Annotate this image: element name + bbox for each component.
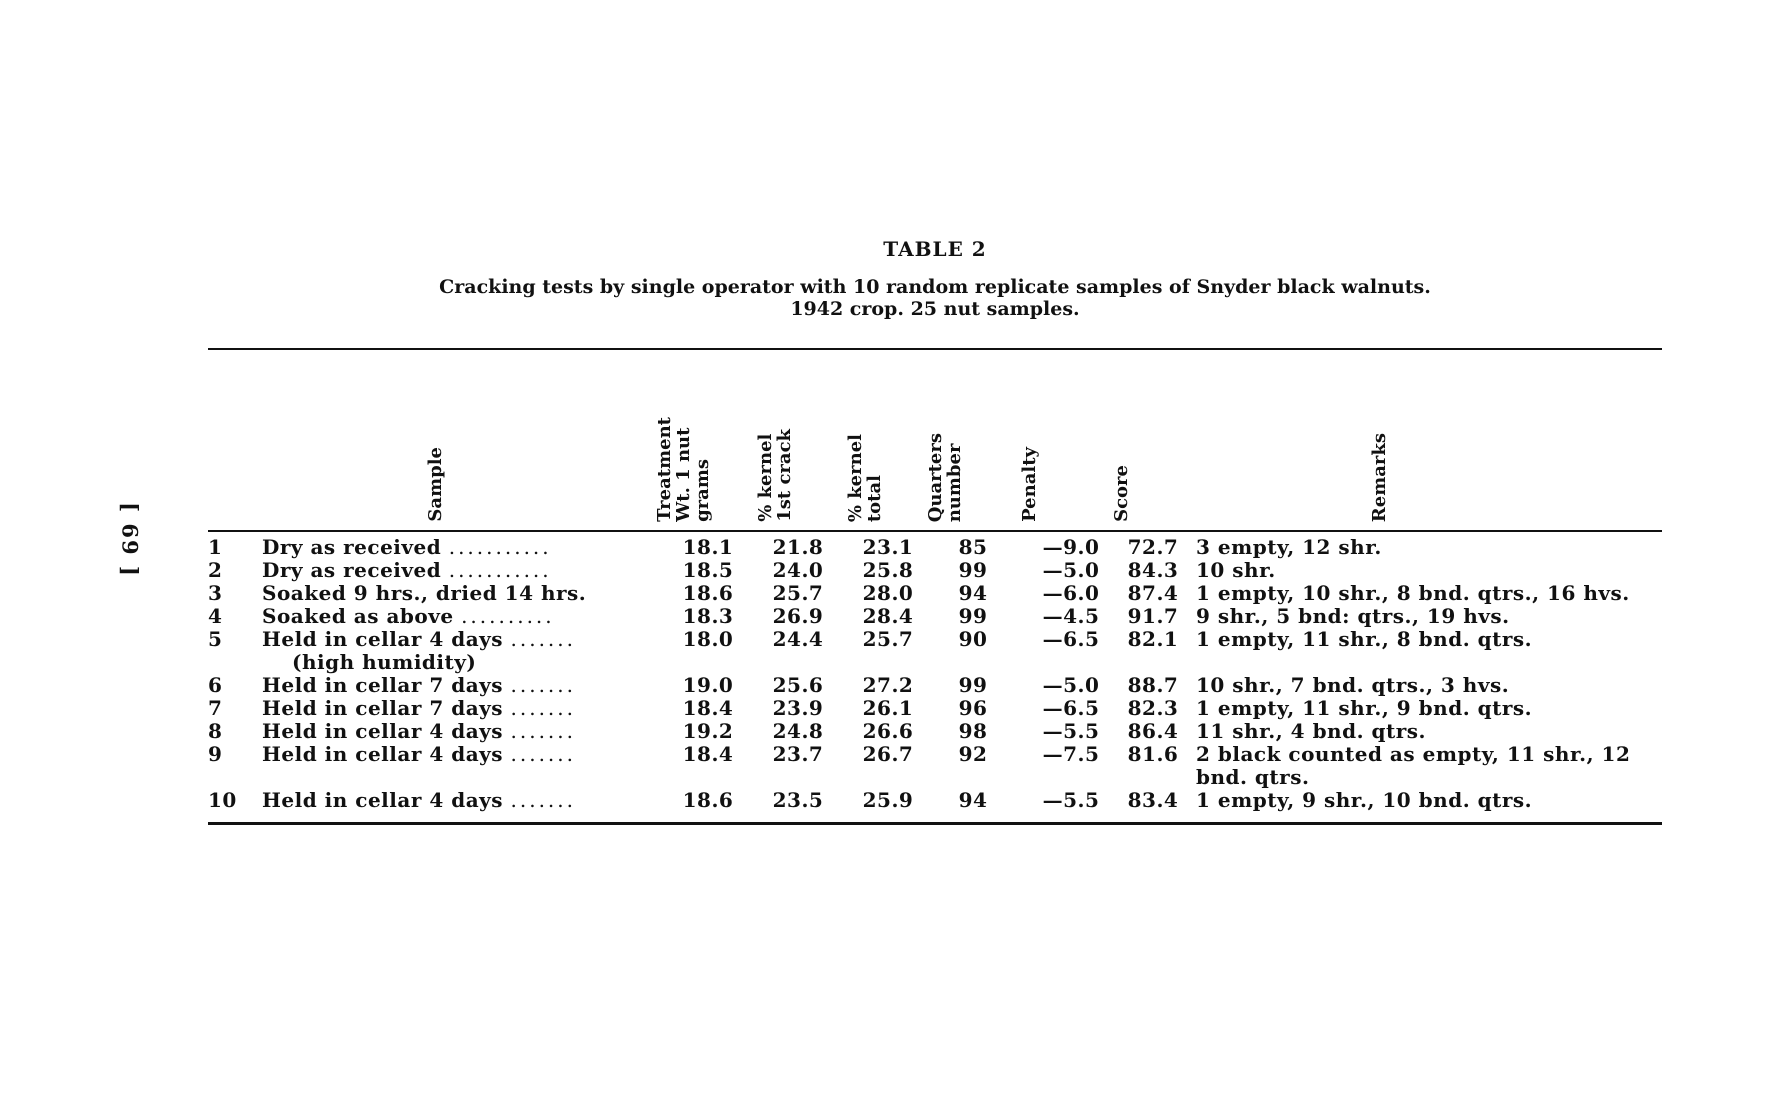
quarters-cell: 92 <box>958 742 988 766</box>
penalty-cell: —4.5 <box>1042 604 1100 628</box>
kernel-total-cell: 25.8 <box>862 558 914 582</box>
score-cell: 88.7 <box>1127 673 1179 697</box>
weight-cell: 19.2 <box>682 719 734 743</box>
penalty-cell: —5.5 <box>1042 719 1100 743</box>
row-number: 1 <box>208 535 223 559</box>
sample-cell: Held in cellar 4 days ....... <box>262 719 577 743</box>
score-cell: 82.3 <box>1127 696 1179 720</box>
kernel-total-cell: 28.4 <box>862 604 914 628</box>
header-rule <box>208 530 1662 532</box>
sample-cell: Dry as received ........... <box>262 558 552 582</box>
quarters-cell: 99 <box>958 604 988 628</box>
remarks-cell: 1 empty, 11 shr., 8 bnd. qtrs. <box>1196 627 1533 651</box>
page-number: [ 69 ] <box>117 502 143 578</box>
sample-cell: Held in cellar 7 days ....... <box>262 673 577 697</box>
row-number: 5 <box>208 627 223 651</box>
quarters-cell: 94 <box>958 581 988 605</box>
kernel-first-crack-cell: 23.9 <box>772 696 824 720</box>
weight-cell: 18.4 <box>682 742 734 766</box>
penalty-cell: —7.5 <box>1042 742 1100 766</box>
kernel-total-cell: 28.0 <box>862 581 914 605</box>
quarters-cell: 99 <box>958 673 988 697</box>
header-score: Score <box>1111 465 1132 522</box>
table-row <box>208 697 1668 720</box>
table-row <box>208 720 1668 743</box>
row-number: 8 <box>208 719 223 743</box>
score-cell: 86.4 <box>1127 719 1179 743</box>
row-number: 4 <box>208 604 223 628</box>
bottom-rule <box>208 822 1662 825</box>
penalty-cell: —9.0 <box>1042 535 1100 559</box>
kernel-first-crack-cell: 26.9 <box>772 604 824 628</box>
remarks-cell: 10 shr. <box>1196 558 1276 582</box>
score-cell: 91.7 <box>1127 604 1179 628</box>
table-row <box>208 605 1668 628</box>
header-kernel-first-crack: % kernel 1st crack <box>755 429 795 522</box>
kernel-first-crack-cell: 24.0 <box>772 558 824 582</box>
sample-cell: Held in cellar 7 days ....... <box>262 696 577 720</box>
weight-cell: 19.0 <box>682 673 734 697</box>
header-penalty: Penalty <box>1019 447 1040 522</box>
penalty-cell: —6.0 <box>1042 581 1100 605</box>
score-cell: 83.4 <box>1127 788 1179 812</box>
header-remarks: Remarks <box>1369 432 1390 522</box>
weight-cell: 18.0 <box>682 627 734 651</box>
table-title: TABLE 2 <box>883 237 987 261</box>
header-sample: Sample <box>425 447 446 522</box>
quarters-cell: 98 <box>958 719 988 743</box>
header-quarters-number: Quarters number <box>925 432 965 522</box>
penalty-cell: —5.5 <box>1042 788 1100 812</box>
header-treatment-weight: Treatment Wt. 1 nut grams <box>654 417 713 522</box>
weight-cell: 18.4 <box>682 696 734 720</box>
penalty-cell: —6.5 <box>1042 696 1100 720</box>
kernel-total-cell: 23.1 <box>862 535 914 559</box>
table-row <box>208 536 1668 559</box>
kernel-total-cell: 27.2 <box>862 673 914 697</box>
kernel-total-cell: 25.7 <box>862 627 914 651</box>
sample-cell: Held in cellar 4 days ....... <box>262 742 577 766</box>
kernel-first-crack-cell: 23.7 <box>772 742 824 766</box>
row-number: 7 <box>208 696 223 720</box>
weight-cell: 18.1 <box>682 535 734 559</box>
table-row <box>208 743 1668 789</box>
sample-cell: Held in cellar 4 days ....... (high humidity) <box>262 628 832 674</box>
table-row <box>208 628 1668 674</box>
table-caption: Cracking tests by single operator with 10 random replicate samples of Snyder black walnuts. 1942 crop. 25 nut samples. <box>439 276 1431 320</box>
kernel-total-cell: 26.7 <box>862 742 914 766</box>
quarters-cell: 94 <box>958 788 988 812</box>
score-cell: 82.1 <box>1127 627 1179 651</box>
quarters-cell: 96 <box>958 696 988 720</box>
score-cell: 84.3 <box>1127 558 1179 582</box>
kernel-first-crack-cell: 24.8 <box>772 719 824 743</box>
quarters-cell: 90 <box>958 627 988 651</box>
table-row <box>208 789 1668 812</box>
weight-cell: 18.3 <box>682 604 734 628</box>
kernel-first-crack-cell: 25.7 <box>772 581 824 605</box>
quarters-cell: 99 <box>958 558 988 582</box>
table-body <box>208 536 1668 812</box>
table-header <box>208 350 1662 528</box>
kernel-first-crack-cell: 25.6 <box>772 673 824 697</box>
weight-cell: 18.6 <box>682 581 734 605</box>
sample-cell: Soaked as above .......... <box>262 604 555 628</box>
table-row <box>208 674 1668 697</box>
row-number: 3 <box>208 581 223 605</box>
remarks-cell: 2 black counted as empty, 11 shr., 12 bnd. qtrs. <box>1196 742 1631 789</box>
remarks-cell: 1 empty, 9 shr., 10 bnd. qtrs. <box>1196 788 1533 812</box>
row-number: 9 <box>208 742 223 766</box>
quarters-cell: 85 <box>958 535 988 559</box>
kernel-first-crack-cell: 24.4 <box>772 627 824 651</box>
kernel-total-cell: 25.9 <box>862 788 914 812</box>
sample-cell: Soaked 9 hrs., dried 14 hrs. <box>262 581 587 605</box>
sample-cell: Dry as received ........... <box>262 535 552 559</box>
remarks-cell: 9 shr., 5 bnd: qtrs., 19 hvs. <box>1196 604 1510 628</box>
sample-cell: Held in cellar 4 days ....... <box>262 788 577 812</box>
row-number: 2 <box>208 558 223 582</box>
kernel-total-cell: 26.1 <box>862 696 914 720</box>
penalty-cell: —6.5 <box>1042 627 1100 651</box>
score-cell: 87.4 <box>1127 581 1179 605</box>
remarks-cell: 11 shr., 4 bnd. qtrs. <box>1196 719 1426 743</box>
penalty-cell: —5.0 <box>1042 558 1100 582</box>
penalty-cell: —5.0 <box>1042 673 1100 697</box>
table-row <box>208 559 1668 582</box>
weight-cell: 18.6 <box>682 788 734 812</box>
header-kernel-total: % kernel total <box>845 433 885 522</box>
row-number: 10 <box>208 788 237 812</box>
score-cell: 81.6 <box>1127 742 1179 766</box>
kernel-first-crack-cell: 23.5 <box>772 788 824 812</box>
remarks-cell: 10 shr., 7 bnd. qtrs., 3 hvs. <box>1196 673 1510 697</box>
remarks-cell: 1 empty, 11 shr., 9 bnd. qtrs. <box>1196 696 1533 720</box>
remarks-cell: 3 empty, 12 shr. <box>1196 535 1382 559</box>
row-number: 6 <box>208 673 223 697</box>
kernel-total-cell: 26.6 <box>862 719 914 743</box>
weight-cell: 18.5 <box>682 558 734 582</box>
remarks-cell: 1 empty, 10 shr., 8 bnd. qtrs., 16 hvs. <box>1196 581 1630 605</box>
table-row <box>208 582 1668 605</box>
score-cell: 72.7 <box>1127 535 1179 559</box>
kernel-first-crack-cell: 21.8 <box>772 535 824 559</box>
sample-note: (high humidity) <box>292 650 477 674</box>
